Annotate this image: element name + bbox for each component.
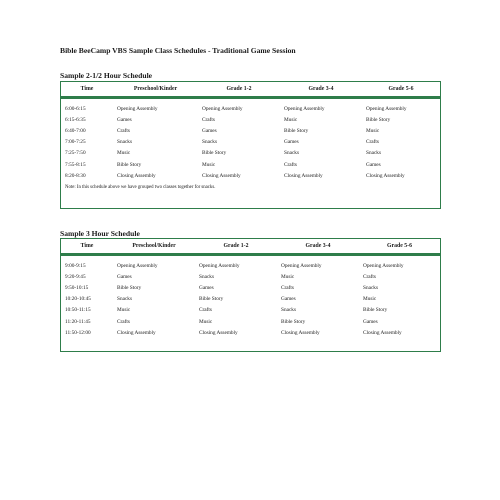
table-cell: Bible Story [117, 161, 142, 168]
table-row [61, 159, 440, 170]
table-cell: Games [202, 127, 217, 134]
table-cell: Games [363, 318, 378, 325]
table-cell: Music [117, 307, 131, 314]
table-cell: Opening Assembly [202, 105, 243, 112]
table-row [61, 282, 440, 293]
table-cell: Bible Story [366, 116, 391, 123]
table-cell: Crafts [117, 318, 130, 325]
table-row [61, 327, 440, 338]
table-row [61, 294, 440, 305]
table-cell: Snacks [117, 139, 133, 146]
table-cell: Crafts [284, 161, 297, 168]
table-cell: Closing Assembly [284, 172, 323, 179]
table-cell: Crafts [199, 307, 212, 314]
table-cell: Bible Story [199, 296, 224, 303]
time-cell: 6:15-6:35 [65, 116, 86, 123]
table-cell: Crafts [281, 284, 294, 291]
table-cell: Snacks [202, 139, 218, 146]
column-header-grade-5-6: Grade 5-6 [359, 239, 440, 255]
column-header-preschool: Preschool/Kinder [113, 82, 198, 98]
schedule-2-title: Sample 3 Hour Schedule [60, 229, 140, 238]
table-cell: Closing Assembly [202, 172, 241, 179]
table-cell: Crafts [117, 127, 130, 134]
table-cell: Opening Assembly [284, 105, 325, 112]
column-header-time: Time [61, 239, 113, 255]
schedule-2-table [61, 239, 440, 338]
schedule-note: Note: In this schedule above we have grouped two classes together for snacks. [65, 185, 216, 191]
table-cell: Closing Assembly [281, 329, 320, 336]
column-header-grade-1-2: Grade 1-2 [198, 82, 280, 98]
schedule-1-table [61, 82, 440, 181]
column-header-time: Time [61, 82, 113, 98]
table-row [61, 170, 440, 181]
time-cell: 6:40-7:00 [65, 127, 86, 134]
table-cell: Music [117, 150, 131, 157]
column-header-grade-5-6: Grade 5-6 [362, 82, 440, 98]
table-row [61, 137, 440, 148]
table-row [61, 271, 440, 282]
table-cell: Closing Assembly [366, 172, 405, 179]
table-cell: Bible Story [363, 307, 388, 314]
table-cell: Snacks [284, 150, 300, 157]
table-cell: Snacks [199, 273, 215, 280]
time-cell: 7:55-8:15 [65, 161, 86, 168]
table-header-row [61, 82, 440, 98]
schedule-1-title: Sample 2-1/2 Hour Schedule [60, 71, 153, 80]
table-row [61, 125, 440, 136]
table-row [61, 316, 440, 327]
table-cell: Music [202, 161, 216, 168]
schedule-1-table-frame [60, 81, 441, 209]
table-cell: Snacks [366, 150, 382, 157]
table-row [61, 305, 440, 316]
table-cell: Crafts [366, 139, 379, 146]
table-row [61, 114, 440, 125]
table-cell: Games [281, 296, 296, 303]
table-cell: Snacks [117, 296, 133, 303]
column-header-grade-1-2: Grade 1-2 [195, 239, 277, 255]
time-cell: 10:50-11:15 [65, 307, 91, 314]
table-row [61, 148, 440, 159]
table-cell: Opening Assembly [366, 105, 407, 112]
table-cell: Music [363, 296, 377, 303]
table-cell: Games [284, 139, 299, 146]
table-cell: Bible Story [117, 284, 142, 291]
table-cell: Games [117, 273, 132, 280]
column-header-preschool: Preschool/Kinder [113, 239, 195, 255]
table-cell: Closing Assembly [363, 329, 402, 336]
time-cell: 10:20-10:45 [65, 296, 91, 303]
column-header-grade-3-4: Grade 3-4 [277, 239, 359, 255]
table-cell: Opening Assembly [363, 262, 404, 269]
table-cell: Closing Assembly [199, 329, 238, 336]
table-cell: Snacks [363, 284, 379, 291]
column-header-grade-3-4: Grade 3-4 [280, 82, 362, 98]
table-cell: Music [199, 318, 213, 325]
table-cell: Bible Story [284, 127, 309, 134]
table-cell: Closing Assembly [117, 172, 156, 179]
time-cell: 9:50-10:15 [65, 284, 89, 291]
table-cell: Games [117, 116, 132, 123]
time-cell: 7:00-7:25 [65, 139, 86, 146]
time-cell: 7:25-7:50 [65, 150, 86, 157]
time-cell: 11:20-11:45 [65, 318, 91, 325]
table-cell: Music [366, 127, 380, 134]
time-cell: 11:50-12:00 [65, 329, 91, 336]
table-cell: Bible Story [202, 150, 227, 157]
time-cell: 9:00-9:15 [65, 262, 86, 269]
time-cell: 8:20-8:30 [65, 172, 86, 179]
time-cell: 6:00-6:15 [65, 105, 86, 112]
table-row [61, 255, 440, 272]
time-cell: 9:20-9:45 [65, 273, 86, 280]
table-cell: Games [199, 284, 214, 291]
table-cell: Music [284, 116, 298, 123]
table-cell: Opening Assembly [117, 262, 158, 269]
table-cell: Opening Assembly [117, 105, 158, 112]
table-cell: Crafts [202, 116, 215, 123]
table-header-row [61, 239, 440, 255]
table-cell: Opening Assembly [281, 262, 322, 269]
schedule-2-table-frame [60, 238, 441, 352]
table-cell: Snacks [281, 307, 297, 314]
table-row [61, 98, 440, 115]
table-cell: Music [281, 273, 295, 280]
table-cell: Crafts [363, 273, 376, 280]
table-cell: Games [366, 161, 381, 168]
table-cell: Bible Story [281, 318, 306, 325]
page-title: Bible BeeCamp VBS Sample Class Schedules - Traditional Game Session [60, 46, 296, 55]
table-cell: Opening Assembly [199, 262, 240, 269]
table-cell: Closing Assembly [117, 329, 156, 336]
